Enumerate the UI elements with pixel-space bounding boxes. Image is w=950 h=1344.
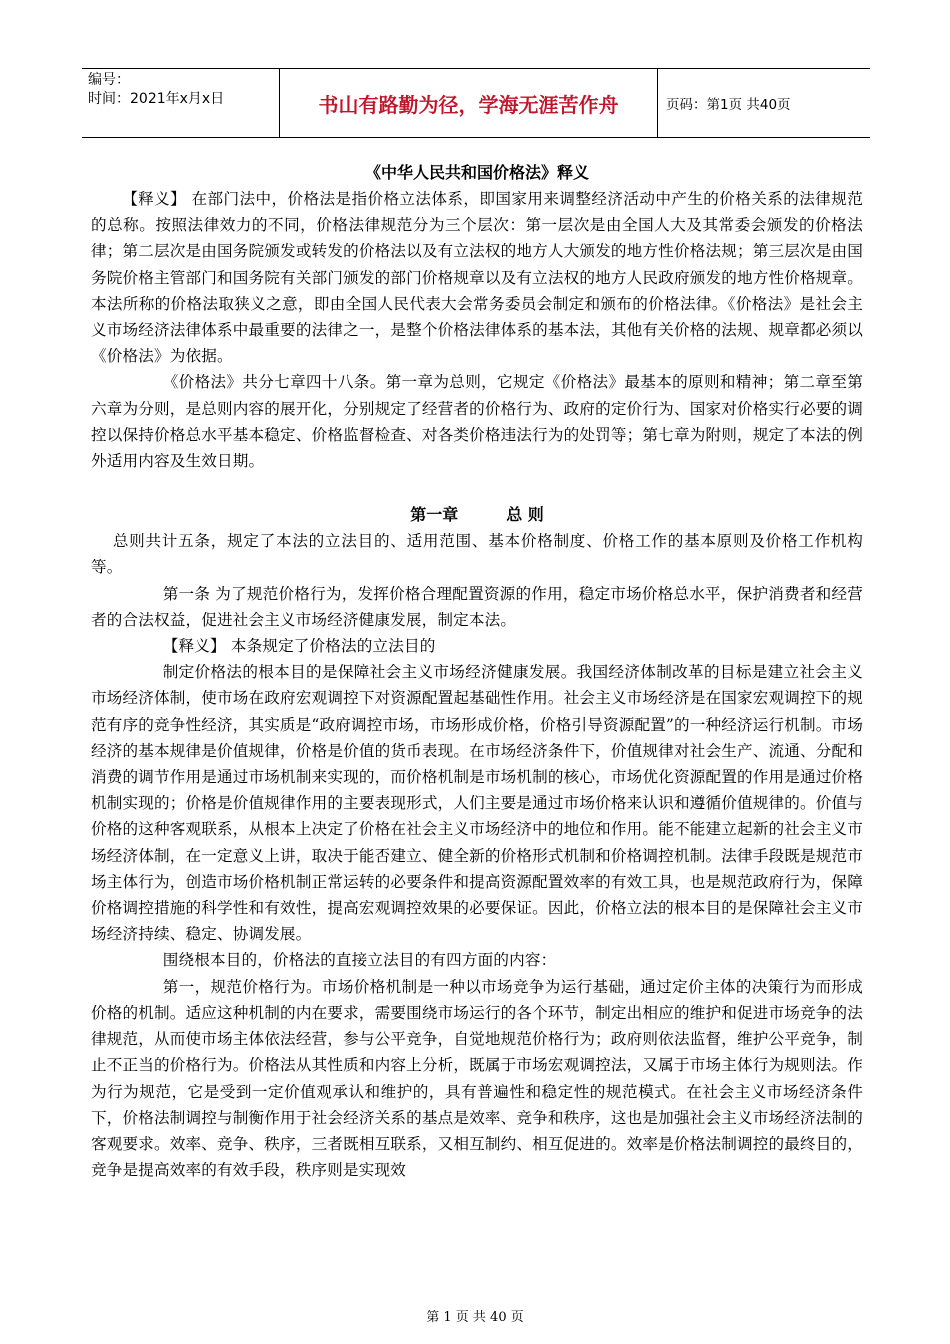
document-title: 《中华人民共和国价格法》释义	[364, 163, 589, 182]
time-label: 时间：2021年x月x日	[88, 91, 225, 107]
number-label: 编号：	[88, 72, 130, 88]
header-meta	[82, 69, 280, 137]
page-header	[82, 68, 870, 138]
header-page-info: 页码：第1页 共40页	[666, 97, 791, 113]
intro-paragraph-2: 《价格法》共分七章四十八条。第一章为总则，它规定《价格法》最基本的原则和精神；第二章至第六章为分则，是总则内容的展开化，分别规定了经营者的价格行为、政府的定价行为、国家对价格实行必要的调控以保持价格总水平基本稳定、价格监督检查、对各类价格违法行为的处罚等；第七章为附则，规定了本法的例外适用内容及生效日期。	[91, 373, 863, 471]
chapter-number: 第一章	[410, 505, 459, 525]
document-body	[91, 160, 863, 1183]
paragraph-four-purposes: 围绕根本目的，价格法的直接立法目的有四方面的内容：	[162, 951, 557, 970]
paragraph-first-purpose: 第一，规范价格行为。市场价格机制是一种以市场竞争为运行基础，通过定价主体的决策行为而形成价格的机制。适应这种机制的内在要求，需要围绕市场运行的各个环节，制定出相应的维护和促进市场竞争的法律规范，从而使市场主体依法经营，参与公平竞争，自觉地规范价格行为；政府则依法监督，维护公平竞争，制止不正当的价格行为。价格法从其性质和内容上分析，既属于市场宏观调控法，又属于市场主体行为规则法。作为行为规范，它是受到一定价值观承认和维护的，具有普遍性和稳定性的规范模式。在社会主义市场经济条件下，价格法制调控与制衡作用于社会经济关系的基点是效率、竞争和秩序，这也是加强社会主义市场经济法制的客观要求。效率、竞争、秩序，三者既相互联系，又相互制约、相互促进的。效率是价格法制调控的最终目的，竞争是提高效率的有效手段，秩序则是实现效	[91, 977, 863, 1180]
article-1: 第一条 为了规范价格行为，发挥价格合理配置资源的作用，稳定市场价格总水平，保护消费者和经营者的合法权益，促进社会主义市场经济健康发展，制定本法。	[91, 584, 863, 629]
page-footer: 第 1 页 共 40 页	[426, 1310, 524, 1325]
article-1-shiyi-label: 【释义】 本条规定了价格法的立法目的	[162, 637, 436, 656]
spacer	[91, 474, 863, 496]
chapter-summary: 总则共计五条，规定了本法的立法目的、适用范围、基本价格制度、价格工作的基本原则及价格工作机构等。	[91, 532, 863, 577]
chapter-heading	[91, 502, 863, 528]
paragraph-root-purpose: 制定价格法的根本目的是保障社会主义市场经济健康发展。我国经济体制改革的目标是建立社会主义市场经济体制，使市场在政府宏观调控下对资源配置起基础性作用。社会主义市场经济是在国家宏观调控下的规范有序的竞争性经济，其实质是“政府调控市场，市场形成价格，价格引导资源配置”的一种经济运行机制。市场经济的基本规律是价值规律，价格是价值的货币表现。在市场经济条件下，价值规律对社会生产、流通、分配和消费的调节作用是通过市场机制来实现的，而价格机制是市场机制的核心，市场优化资源配置的作用是通过价格机制实现的；价格是价值规律作用的主要表现形式，人们主要是通过市场价格来认识和遵循价值规律的。价值与价格的这种客观联系，从根本上决定了价格在社会主义市场经济中的地位和作用。能不能建立起新的社会主义市场经济体制，在一定意义上讲，取决于能否建立、健全新的价格形式机制和价格调控机制。法律手段既是规范市场主体行为，创造市场价格机制正常运转的必要条件和提高资源配置效率的有效工具，也是规范政府行为，保障价格调控措施的科学性和有效性，提高宏观调控效果的必要保证。因此，价格立法的根本目的是保障社会主义市场经济持续、稳定、协调发展。	[91, 663, 863, 944]
header-motto: 书山有路勤为径，学海无涯苦作舟	[280, 69, 658, 137]
chapter-name: 总 则	[506, 505, 544, 525]
intro-paragraph-1: 【释义】 在部门法中，价格法是指价格立法体系，即国家用来调整经济活动中产生的价格关系的法律规范的总称。按照法律效力的不同，价格法律规范分为三个层次：第一层次是由全国人大及其常委会颁发的价格法律；第二层次是由国务院颁发或转发的价格法以及有立法权的地方人大颁发的地方性价格法规；第三层次是由国务院价格主管部门和国务院有关部门颁发的部门价格规章以及有立法权的地方人民政府颁发的地方性价格规章。本法所称的价格法取狭义之意，即由全国人民代表大会常务委员会制定和颁布的价格法律。《价格法》是社会主义市场经济法律体系中最重要的法律之一，是整个价格法律体系的基本法，其他有关价格的法规、规章都必须以《价格法》为依据。	[91, 190, 863, 366]
